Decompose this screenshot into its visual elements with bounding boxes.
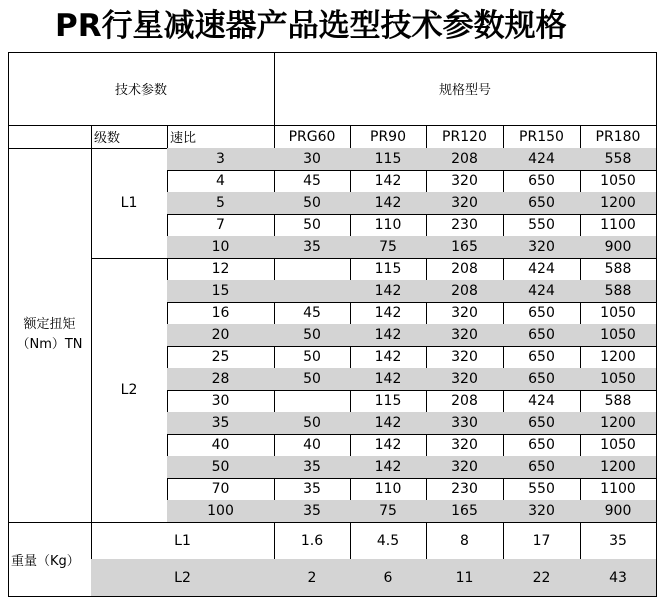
torque-value-pr150: 650 [503,456,581,479]
torque-value-pr150: 650 [503,412,581,435]
torque-value-pr120: 208 [426,280,504,303]
torque-value-pr150: 424 [503,280,581,303]
weight-label: 重量（Kg） [8,522,92,597]
torque-value-pr180: 588 [580,258,657,281]
torque-label: 额定扭矩 （Nm）TN [8,148,92,523]
torque-value-pr180: 1200 [580,412,657,435]
torque-value-pr150: 650 [503,170,581,193]
torque-value-pr90: 110 [350,478,427,501]
stage-l1: L1 [91,148,168,259]
ratio-cell: 50 [167,456,275,479]
torque-value-pr180: 1200 [580,456,657,479]
ratio-cell: 3 [167,148,275,171]
weight-stage-l1: L1 [91,522,275,560]
ratio-cell: 35 [167,412,275,435]
torque-value-prg60: 30 [274,148,351,171]
torque-value-prg60 [274,258,351,281]
ratio-cell: 70 [167,478,275,501]
torque-value-prg60 [274,390,351,413]
model-header-pr180: PR180 [580,125,657,149]
torque-value-pr150: 424 [503,390,581,413]
torque-value-pr120: 230 [426,478,504,501]
torque-value-pr180: 1050 [580,434,657,457]
header-tech-params: 技术参数 [8,52,275,126]
ratio-cell: 5 [167,192,275,215]
header-stage: 级数 [91,125,168,149]
torque-value-pr180: 900 [580,236,657,259]
torque-value-pr120: 165 [426,500,504,523]
torque-value-pr120: 208 [426,258,504,281]
torque-value-pr150: 650 [503,192,581,215]
header-spec-model: 规格型号 [274,52,657,126]
torque-value-pr90: 142 [350,280,427,303]
torque-value-pr180: 900 [580,500,657,523]
torque-value-prg60: 35 [274,478,351,501]
torque-value-pr90: 142 [350,192,427,215]
torque-value-pr120: 320 [426,324,504,347]
model-header-prg60: PRG60 [274,125,351,149]
torque-value-pr150: 550 [503,478,581,501]
ratio-cell: 40 [167,434,275,457]
torque-value-pr180: 1100 [580,478,657,501]
ratio-cell: 20 [167,324,275,347]
model-header-pr120: PR120 [426,125,504,149]
torque-value-pr150: 650 [503,324,581,347]
torque-value-pr180: 588 [580,390,657,413]
header-ratio: 速比 [167,125,275,149]
weight-value-pr150: 22 [503,559,581,597]
torque-value-prg60: 45 [274,302,351,325]
torque-value-prg60: 50 [274,346,351,369]
torque-value-pr150: 424 [503,258,581,281]
ratio-cell: 28 [167,368,275,391]
torque-value-pr90: 115 [350,390,427,413]
torque-value-prg60: 50 [274,368,351,391]
torque-value-pr90: 75 [350,500,427,523]
torque-value-prg60: 35 [274,456,351,479]
torque-value-pr180: 588 [580,280,657,303]
torque-value-pr180: 1200 [580,192,657,215]
torque-value-pr180: 1050 [580,324,657,347]
torque-value-pr90: 142 [350,456,427,479]
torque-value-prg60: 50 [274,192,351,215]
torque-value-pr150: 550 [503,214,581,237]
weight-value-prg60: 2 [274,559,351,597]
torque-value-pr120: 320 [426,434,504,457]
torque-value-pr120: 320 [426,302,504,325]
torque-value-prg60: 50 [274,324,351,347]
torque-value-pr90: 110 [350,214,427,237]
weight-value-pr120: 8 [426,522,504,560]
torque-value-pr150: 320 [503,500,581,523]
torque-value-prg60: 50 [274,412,351,435]
ratio-cell: 25 [167,346,275,369]
torque-value-prg60: 40 [274,434,351,457]
torque-value-pr120: 208 [426,390,504,413]
model-header-pr90: PR90 [350,125,427,149]
weight-value-pr180: 43 [580,559,657,597]
ratio-cell: 7 [167,214,275,237]
torque-value-pr120: 165 [426,236,504,259]
torque-value-prg60 [274,280,351,303]
torque-value-pr180: 1050 [580,302,657,325]
torque-value-pr150: 424 [503,148,581,171]
torque-value-prg60: 35 [274,500,351,523]
torque-value-pr180: 1100 [580,214,657,237]
torque-value-pr90: 142 [350,434,427,457]
torque-value-pr90: 142 [350,346,427,369]
torque-value-pr120: 330 [426,412,504,435]
weight-value-pr180: 35 [580,522,657,560]
ratio-cell: 10 [167,236,275,259]
torque-value-pr150: 650 [503,346,581,369]
ratio-cell: 15 [167,280,275,303]
weight-value-pr150: 17 [503,522,581,560]
torque-value-prg60: 50 [274,214,351,237]
ratio-cell: 4 [167,170,275,193]
ratio-cell: 12 [167,258,275,281]
torque-value-pr180: 1050 [580,170,657,193]
header-blank [8,125,92,149]
ratio-cell: 100 [167,500,275,523]
torque-value-pr90: 142 [350,412,427,435]
ratio-cell: 30 [167,390,275,413]
torque-value-pr180: 558 [580,148,657,171]
torque-value-pr90: 142 [350,324,427,347]
torque-value-pr90: 142 [350,368,427,391]
weight-value-pr90: 6 [350,559,427,597]
torque-value-pr180: 1200 [580,346,657,369]
torque-value-pr90: 115 [350,148,427,171]
model-header-pr150: PR150 [503,125,581,149]
torque-value-pr120: 320 [426,192,504,215]
torque-value-pr90: 142 [350,170,427,193]
torque-value-pr150: 650 [503,434,581,457]
torque-value-pr120: 320 [426,170,504,193]
torque-value-pr180: 1050 [580,368,657,391]
weight-value-pr120: 11 [426,559,504,597]
weight-stage-l2: L2 [91,559,275,597]
torque-value-prg60: 45 [274,170,351,193]
torque-value-pr150: 320 [503,236,581,259]
torque-value-pr150: 650 [503,368,581,391]
torque-value-pr120: 230 [426,214,504,237]
torque-value-pr120: 320 [426,346,504,369]
torque-value-pr120: 208 [426,148,504,171]
stage-l2: L2 [91,258,168,523]
torque-value-pr90: 75 [350,236,427,259]
torque-value-pr120: 320 [426,456,504,479]
torque-value-pr150: 650 [503,302,581,325]
weight-value-prg60: 1.6 [274,522,351,560]
torque-value-pr90: 142 [350,302,427,325]
page-title: PR行星减速器产品选型技术参数规格 [55,8,567,44]
ratio-cell: 16 [167,302,275,325]
weight-value-pr90: 4.5 [350,522,427,560]
torque-value-pr90: 115 [350,258,427,281]
torque-value-prg60: 35 [274,236,351,259]
torque-value-pr120: 320 [426,368,504,391]
